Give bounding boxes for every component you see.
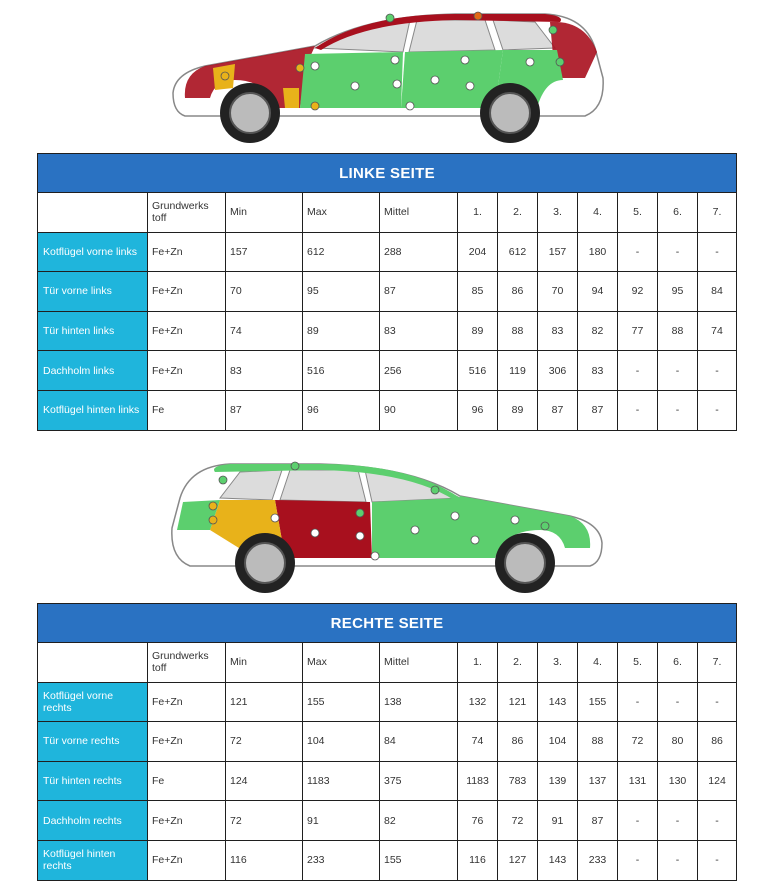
table-cell: 516 <box>458 351 498 391</box>
header-cell: 7. <box>698 193 737 233</box>
row-label: Kotflügel vorne rechts <box>38 682 148 722</box>
table-cell: 86 <box>498 722 538 762</box>
row-label: Tür hinten rechts <box>38 761 148 801</box>
table-cell: 82 <box>380 801 458 841</box>
left-table-header-row <box>38 193 737 233</box>
table-cell: 94 <box>578 272 618 312</box>
table-cell: - <box>698 232 737 272</box>
right-table-header-row <box>38 643 737 683</box>
header-cell: 1. <box>458 193 498 233</box>
table-cell: 612 <box>498 232 538 272</box>
table-row <box>38 722 737 762</box>
table-cell: 74 <box>698 311 737 351</box>
table-cell: - <box>658 390 698 430</box>
table-cell: 89 <box>303 311 380 351</box>
table-cell: 70 <box>538 272 578 312</box>
table-cell: 77 <box>618 311 658 351</box>
table-cell: 516 <box>303 351 380 391</box>
table-cell: - <box>618 801 658 841</box>
table-cell: - <box>618 232 658 272</box>
header-cell: Mittel <box>380 643 458 683</box>
table-cell: 72 <box>498 801 538 841</box>
table-cell: 121 <box>498 682 538 722</box>
table-cell: Fe+Zn <box>148 232 226 272</box>
table-cell: - <box>698 390 737 430</box>
table-cell: 87 <box>538 390 578 430</box>
table-cell: 72 <box>226 722 303 762</box>
table-cell: 137 <box>578 761 618 801</box>
header-cell: 6. <box>658 643 698 683</box>
table-cell: 155 <box>380 840 458 880</box>
header-cell: 5. <box>618 193 658 233</box>
left-side-table <box>37 153 737 431</box>
table-cell: 104 <box>538 722 578 762</box>
table-cell: 157 <box>538 232 578 272</box>
table-cell: 88 <box>498 311 538 351</box>
table-cell: 121 <box>226 682 303 722</box>
table-cell: Fe+Zn <box>148 801 226 841</box>
table-cell: - <box>618 840 658 880</box>
row-label: Dachholm rechts <box>38 801 148 841</box>
header-cell: 6. <box>658 193 698 233</box>
table-cell: 138 <box>380 682 458 722</box>
table-cell: 104 <box>303 722 380 762</box>
table-cell: - <box>658 801 698 841</box>
table-cell: - <box>698 801 737 841</box>
table-cell: - <box>698 351 737 391</box>
table-cell: 95 <box>303 272 380 312</box>
table-cell: 124 <box>698 761 737 801</box>
table-cell: 119 <box>498 351 538 391</box>
right-table-title: RECHTE SEITE <box>38 604 737 643</box>
table-cell: 74 <box>458 722 498 762</box>
table-cell: - <box>658 840 698 880</box>
header-cell: Max <box>303 193 380 233</box>
table-cell: 131 <box>618 761 658 801</box>
left-side-car-diagram <box>165 8 610 148</box>
table-cell: Fe+Zn <box>148 351 226 391</box>
table-cell: 116 <box>458 840 498 880</box>
table-cell: 1183 <box>303 761 380 801</box>
table-cell: Fe+Zn <box>148 311 226 351</box>
table-cell: 85 <box>458 272 498 312</box>
table-cell: 116 <box>226 840 303 880</box>
table-cell: 72 <box>226 801 303 841</box>
table-cell: 288 <box>380 232 458 272</box>
table-cell: 130 <box>658 761 698 801</box>
table-cell: 233 <box>578 840 618 880</box>
header-cell: 4. <box>578 193 618 233</box>
row-label: Dachholm links <box>38 351 148 391</box>
table-cell: 139 <box>538 761 578 801</box>
table-cell: 90 <box>380 390 458 430</box>
header-cell: 2. <box>498 643 538 683</box>
table-cell: 1183 <box>458 761 498 801</box>
header-cell <box>38 193 148 233</box>
header-cell: 4. <box>578 643 618 683</box>
table-cell: 306 <box>538 351 578 391</box>
header-cell: 3. <box>538 643 578 683</box>
left-table-title: LINKE SEITE <box>38 154 737 193</box>
table-cell: 92 <box>618 272 658 312</box>
row-label: Kotflügel hinten links <box>38 390 148 430</box>
table-cell: Fe+Zn <box>148 722 226 762</box>
table-cell: 143 <box>538 840 578 880</box>
table-cell: 83 <box>226 351 303 391</box>
right-side-table <box>37 603 737 881</box>
table-cell: 84 <box>380 722 458 762</box>
table-cell: 80 <box>658 722 698 762</box>
header-cell: Grundwerks toff <box>148 193 226 233</box>
table-cell: 88 <box>578 722 618 762</box>
table-cell: 96 <box>303 390 380 430</box>
row-label: Tür vorne rechts <box>38 722 148 762</box>
table-cell: 96 <box>458 390 498 430</box>
table-cell: Fe+Zn <box>148 682 226 722</box>
table-row <box>38 840 737 880</box>
header-cell: 1. <box>458 643 498 683</box>
table-cell: - <box>658 351 698 391</box>
table-row <box>38 390 737 430</box>
table-cell: 124 <box>226 761 303 801</box>
header-cell: 7. <box>698 643 737 683</box>
header-cell <box>38 643 148 683</box>
table-cell: 88 <box>658 311 698 351</box>
table-row <box>38 351 737 391</box>
table-cell: 783 <box>498 761 538 801</box>
table-row <box>38 801 737 841</box>
table-cell: 155 <box>578 682 618 722</box>
table-cell: 95 <box>658 272 698 312</box>
table-cell: 87 <box>578 801 618 841</box>
table-cell: 89 <box>498 390 538 430</box>
table-cell: 91 <box>538 801 578 841</box>
table-cell: 204 <box>458 232 498 272</box>
table-cell: - <box>618 351 658 391</box>
table-cell: 83 <box>538 311 578 351</box>
table-cell: 143 <box>538 682 578 722</box>
table-row <box>38 232 737 272</box>
header-cell: Min <box>226 643 303 683</box>
table-cell: 84 <box>698 272 737 312</box>
table-cell: 83 <box>578 351 618 391</box>
table-cell: 89 <box>458 311 498 351</box>
table-cell: - <box>618 390 658 430</box>
header-cell: Grundwerks toff <box>148 643 226 683</box>
table-cell: 87 <box>380 272 458 312</box>
table-cell: 76 <box>458 801 498 841</box>
table-cell: 87 <box>578 390 618 430</box>
left-car-illustration <box>165 8 610 148</box>
header-cell: Mittel <box>380 193 458 233</box>
table-cell: Fe <box>148 390 226 430</box>
table-cell: 86 <box>498 272 538 312</box>
table-row <box>38 272 737 312</box>
table-cell: - <box>618 682 658 722</box>
header-cell: 3. <box>538 193 578 233</box>
table-cell: 256 <box>380 351 458 391</box>
table-cell: - <box>698 682 737 722</box>
table-cell: 83 <box>380 311 458 351</box>
table-cell: 612 <box>303 232 380 272</box>
table-cell: 82 <box>578 311 618 351</box>
table-cell: - <box>658 682 698 722</box>
right-car-illustration <box>165 458 610 598</box>
table-row <box>38 311 737 351</box>
header-cell: Min <box>226 193 303 233</box>
table-cell: 86 <box>698 722 737 762</box>
header-cell: Max <box>303 643 380 683</box>
row-label: Tür hinten links <box>38 311 148 351</box>
table-cell: 233 <box>303 840 380 880</box>
table-cell: 155 <box>303 682 380 722</box>
table-cell: - <box>658 232 698 272</box>
header-cell: 5. <box>618 643 658 683</box>
table-cell: 375 <box>380 761 458 801</box>
table-cell: 180 <box>578 232 618 272</box>
table-cell: 132 <box>458 682 498 722</box>
table-cell: 72 <box>618 722 658 762</box>
table-cell: Fe+Zn <box>148 272 226 312</box>
right-side-car-diagram <box>165 458 610 598</box>
row-label: Kotflügel hinten rechts <box>38 840 148 880</box>
table-cell: 91 <box>303 801 380 841</box>
table-cell: 70 <box>226 272 303 312</box>
row-label: Tür vorne links <box>38 272 148 312</box>
table-cell: 157 <box>226 232 303 272</box>
table-row <box>38 682 737 722</box>
table-cell: Fe <box>148 761 226 801</box>
row-label: Kotflügel vorne links <box>38 232 148 272</box>
table-cell: 127 <box>498 840 538 880</box>
header-cell: 2. <box>498 193 538 233</box>
table-row <box>38 761 737 801</box>
table-cell: - <box>698 840 737 880</box>
table-cell: 87 <box>226 390 303 430</box>
table-cell: 74 <box>226 311 303 351</box>
table-cell: Fe+Zn <box>148 840 226 880</box>
